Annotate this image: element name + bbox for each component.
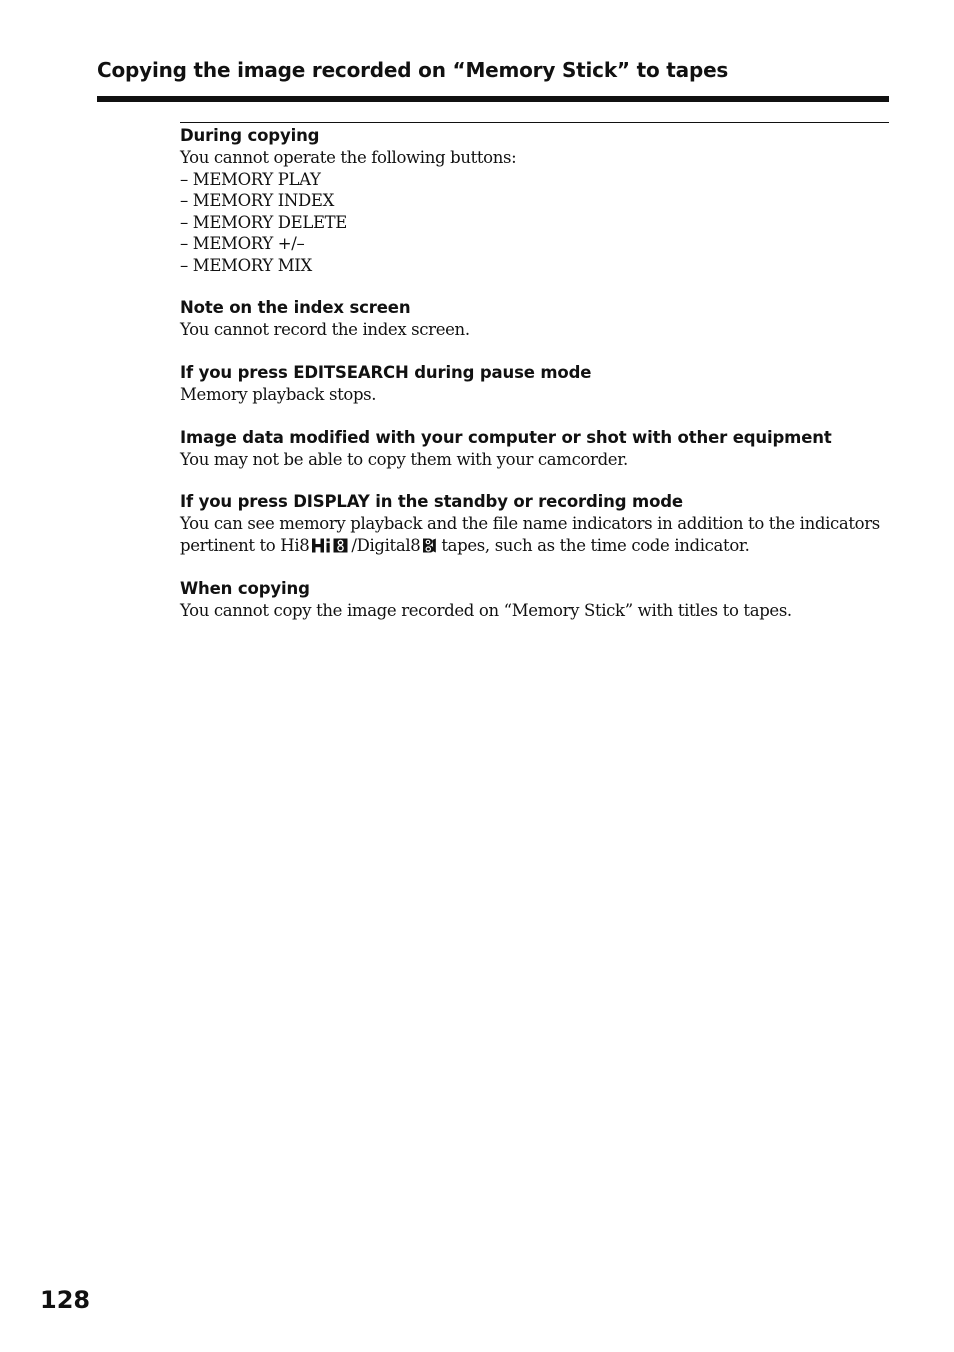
section-heading: Image data modified with your computer or shot with other equipment [180,427,832,447]
section-index-screen [180,297,889,341]
section-heading: Note on the index screen [180,298,411,318]
body-text: You can see memory playback and the file name indicators in addition to the indicators pertinent to Hi8 [180,514,880,556]
section-during-copying [180,125,889,276]
body-text: /Digital8 [351,536,421,556]
section-rule [180,122,889,123]
section-when-copying [180,578,889,622]
list-item: – MEMORY MIX [180,255,312,275]
section-body [180,513,889,556]
list-item: – MEMORY +/– [180,234,305,254]
digital8-logo-icon [422,538,437,553]
section-body: You cannot operate the following buttons: [180,148,517,167]
disabled-buttons-list [180,169,889,277]
list-item: – MEMORY DELETE [180,212,347,232]
section-heading: If you press DISPLAY in the standby or recording mode [180,492,683,512]
section-body: You cannot record the index screen. [180,320,470,340]
section-body: You may not be able to copy them with your camcorder. [180,449,628,469]
body-text: tapes, such as the time code indicator. [441,536,750,556]
page-title: Copying the image recorded on “Memory Stick” to tapes [97,58,729,82]
list-item: – MEMORY INDEX [180,191,334,211]
section-heading: During copying [180,126,320,145]
section-display [180,491,889,556]
page-content [180,125,889,642]
header-rule [97,96,889,102]
section-body: Memory playback stops. [180,384,377,404]
section-body: You cannot copy the image recorded on “Memory Stick” with titles to tapes. [180,600,792,620]
section-heading: If you press EDITSEARCH during pause mode [180,362,592,382]
section-image-data [180,427,889,471]
section-editsearch [180,362,889,406]
page-number: 128 [40,1286,91,1314]
list-item: – MEMORY PLAY [180,169,321,189]
section-heading: When copying [180,578,310,598]
hi8-logo-icon [312,538,348,553]
